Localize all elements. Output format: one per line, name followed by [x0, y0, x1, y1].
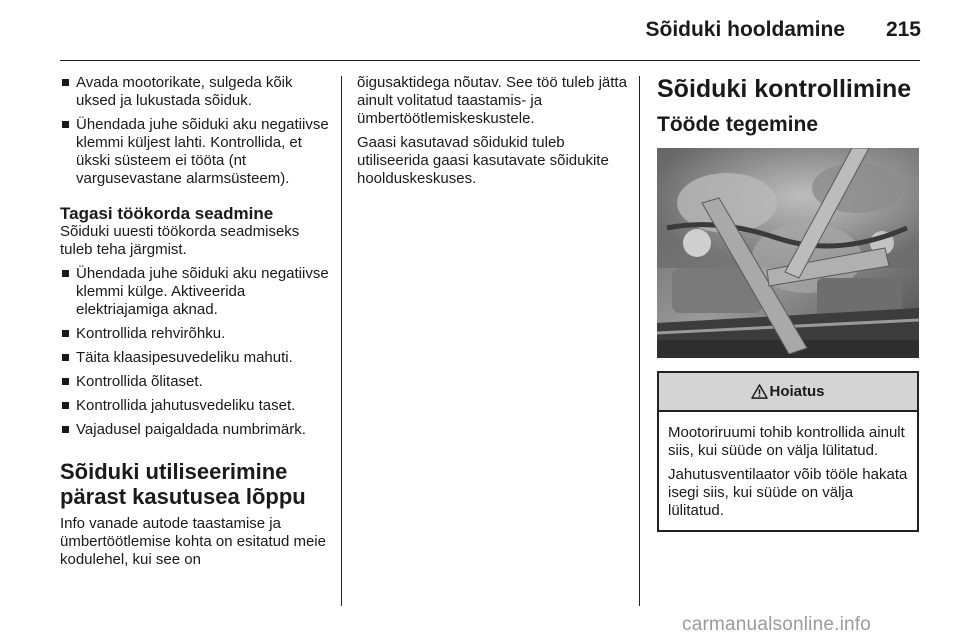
bullet-list-reactivation — [60, 265, 332, 439]
square-bullet-icon — [62, 330, 69, 337]
list-item: Ühendada juhe sõiduki aku negatiivse klemmi küljest lahti. Kontrollida, et ükski süsteem ei tööta (nt vargusevastane alarmsüsteem). — [60, 116, 332, 188]
warning-triangle-icon — [751, 384, 768, 399]
list-item: Täita klaasipesuvedeliku mahuti. — [60, 349, 332, 367]
square-bullet-icon — [62, 270, 69, 277]
square-bullet-icon — [62, 79, 69, 86]
engine-bay-photo — [657, 148, 919, 358]
square-bullet-icon — [62, 378, 69, 385]
watermark: carmanualsonline.info — [682, 614, 872, 635]
list-item: Kontrollida õlitaset. — [60, 373, 332, 391]
column-divider-right — [639, 76, 640, 606]
column-divider-left — [341, 76, 342, 606]
warning-box — [657, 371, 919, 532]
warning-header — [659, 373, 917, 412]
list-item: Kontrollida jahutusvedeliku taset. — [60, 397, 332, 415]
bullet-list-deactivation — [60, 74, 332, 188]
warning-body — [659, 412, 917, 530]
page-number: 215 — [885, 18, 921, 41]
section-heading-work: Tööde tegemine — [657, 113, 819, 136]
header-title: Sõiduki hooldamine — [645, 18, 845, 41]
warning-paragraph-1: Mootoriruumi tohib kontrollida ainult siis, kui süüde on välja lülitatud. — [668, 424, 905, 459]
column-right — [657, 74, 919, 532]
square-bullet-icon — [62, 121, 69, 128]
square-bullet-icon — [62, 426, 69, 433]
section-heading-disposal: Sõiduki utiliseerimine pärast kasutusea lõppu — [60, 459, 306, 509]
warning-title: Hoiatus — [769, 383, 825, 400]
gas-vehicle-note: Gaasi kasutavad sõidukid tuleb utiliseerida gaasi kasutavate sõidukite hoolduskeskuses. — [357, 134, 609, 187]
warning-paragraph-2: Jahutusventilaator võib tööle hakata isegi siis, kui süüde on välja lülitatud. — [668, 466, 908, 519]
list-item: Vajadusel paigaldada numbrimärk. — [60, 421, 332, 439]
list-item: Ühendada juhe sõiduki aku negatiivse klemmi külge. Aktiveerida elektriajamiga aknad. — [60, 265, 332, 319]
disposal-text: Info vanade autode taastamise ja ümbertöötlemise kohta on esitatud meie kodulehel, kui see on — [60, 515, 326, 568]
column-middle — [357, 74, 627, 194]
square-bullet-icon — [62, 402, 69, 409]
list-item: Avada mootorikate, sulgeda kõik uksed ja lukustada sõiduk. — [60, 74, 332, 110]
list-item: Kontrollida rehvirõhku. — [60, 325, 332, 343]
section-heading-reactivation: Tagasi töökorda seadmine — [60, 204, 274, 223]
reactivation-intro: Sõiduki uuesti töökorda seadmiseks tuleb teha järgmist. — [60, 223, 300, 258]
disposal-text-continued: õigusaktidega nõutav. See töö tuleb jätta ainult volitatud taastamis- ja ümbertöötlemiskeskustele. — [357, 74, 627, 127]
column-left — [60, 74, 332, 575]
chapter-heading: Sõiduki kontrollimine — [657, 75, 912, 103]
header-rule — [60, 60, 920, 61]
square-bullet-icon — [62, 354, 69, 361]
